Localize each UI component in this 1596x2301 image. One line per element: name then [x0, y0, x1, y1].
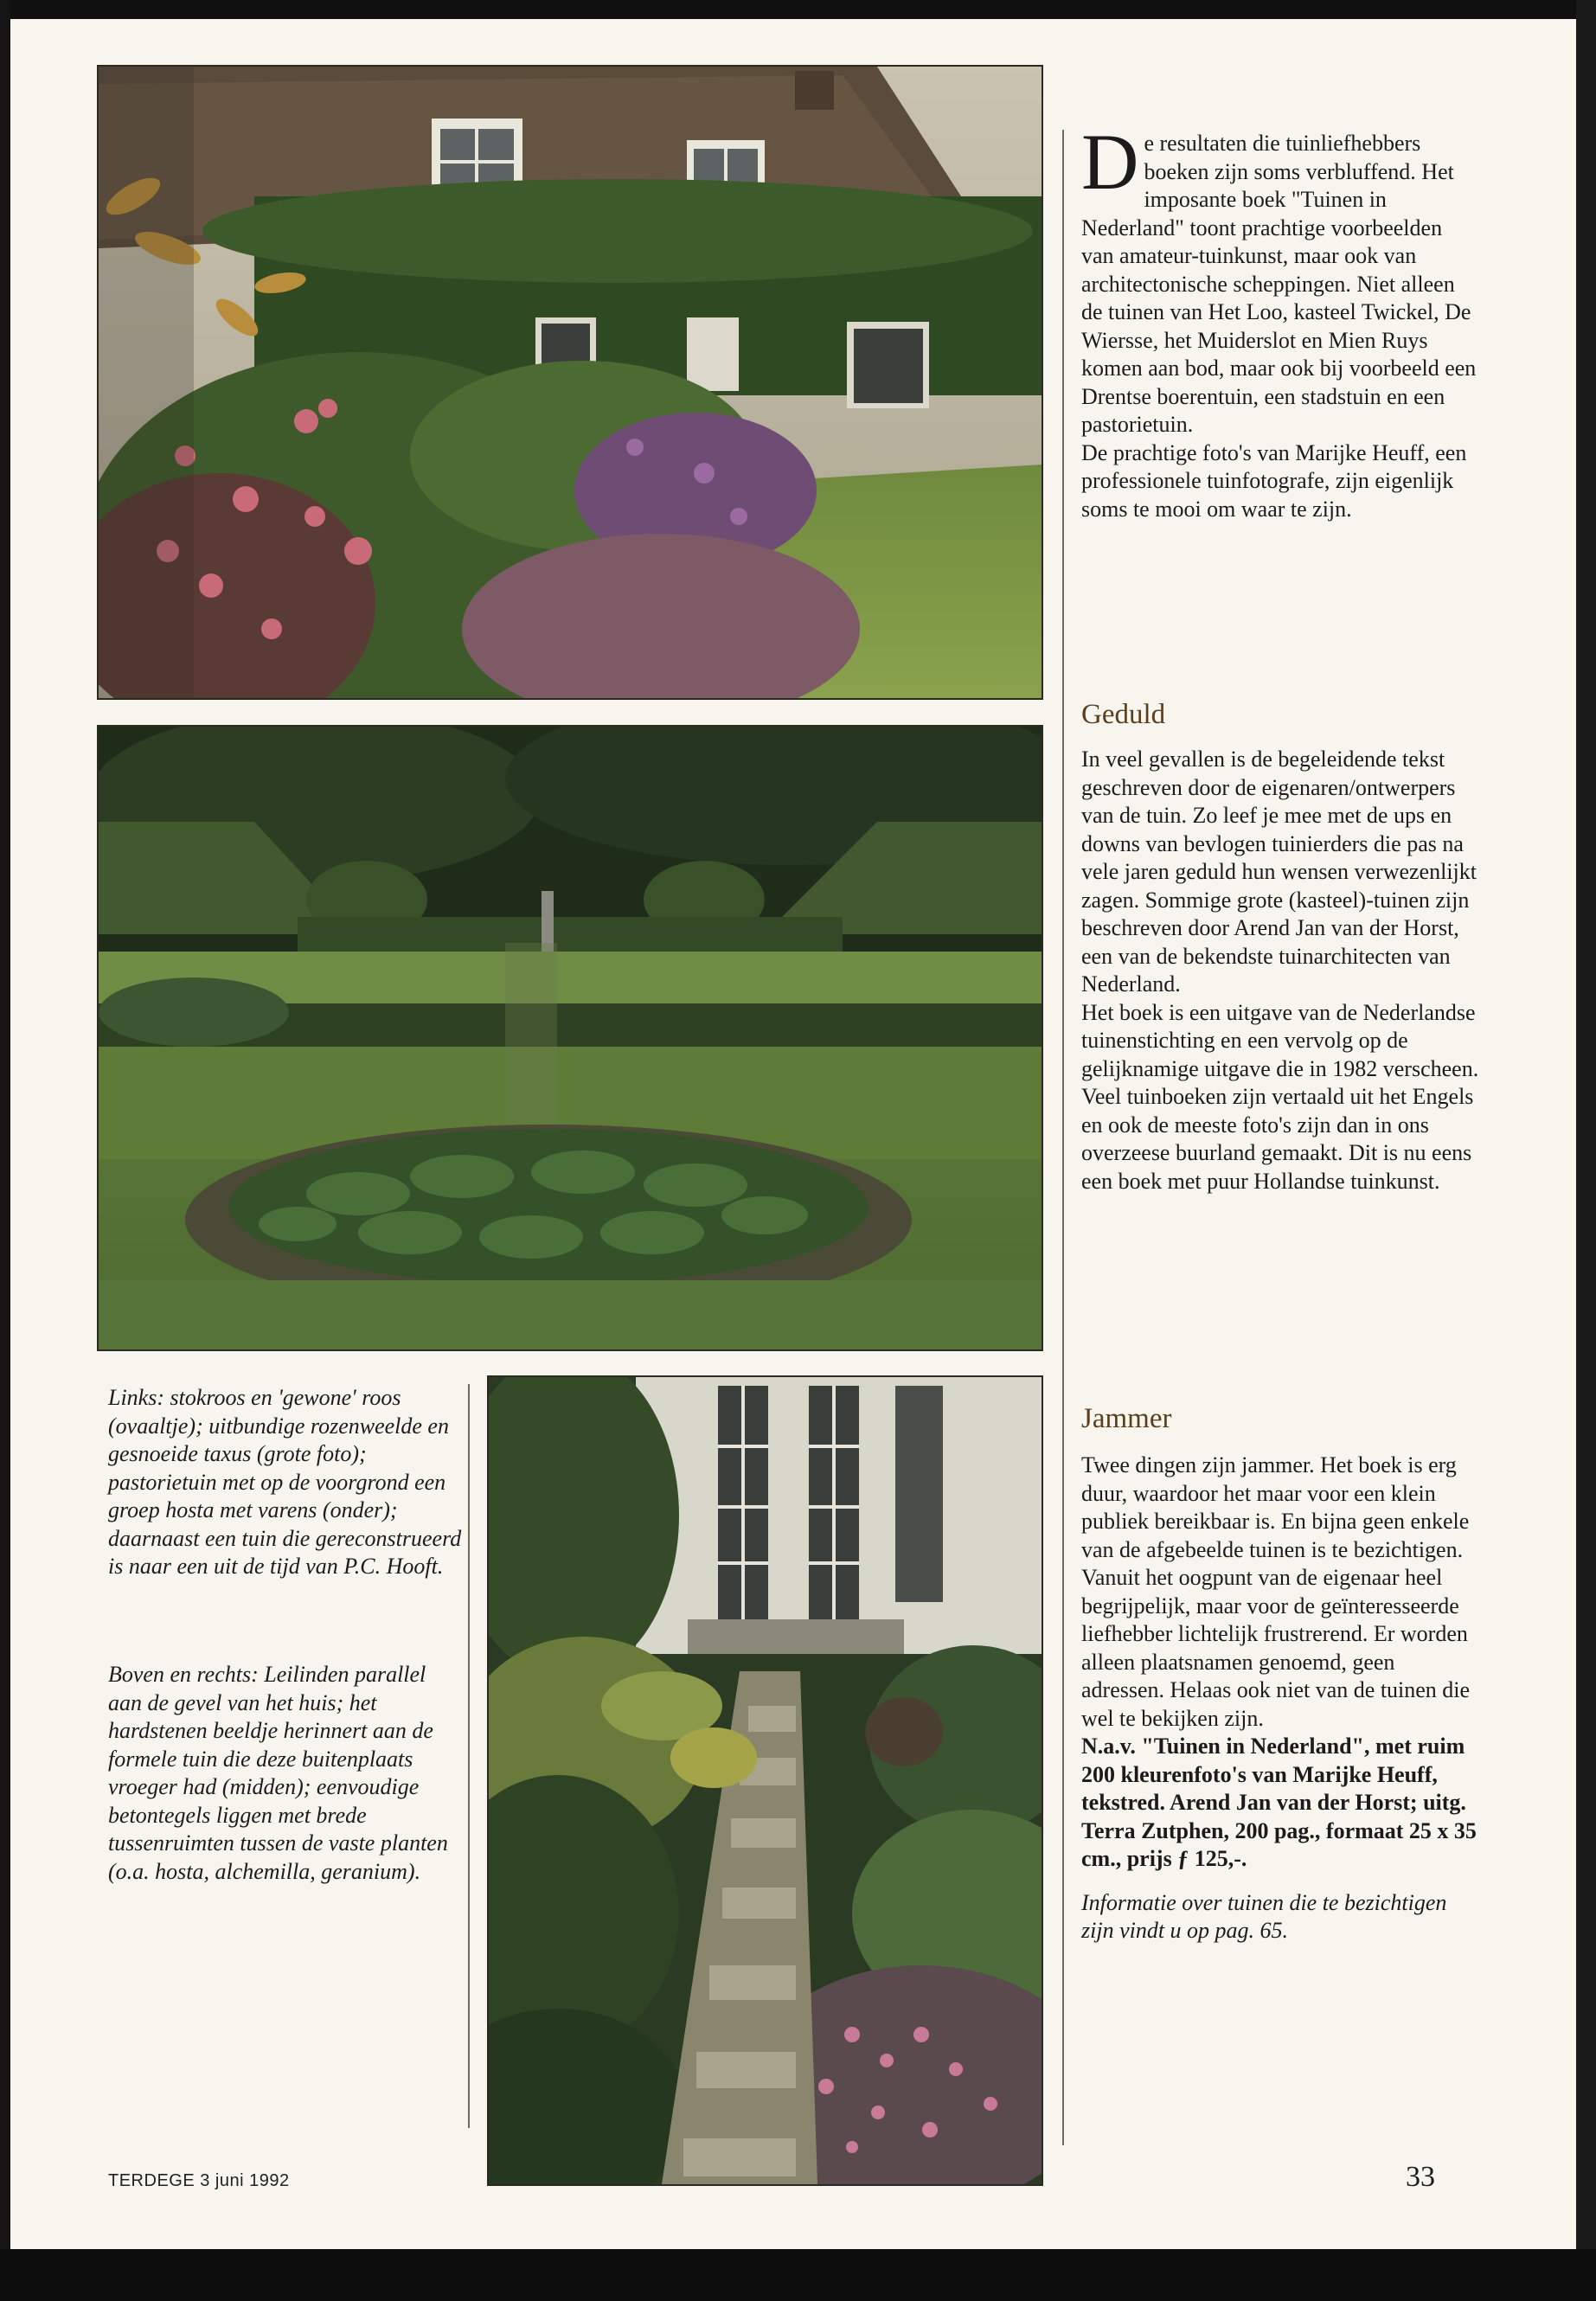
book-details: N.a.v. "Tuinen in Nederland", met ruim 200 kleurenfoto's van Marijke Heuff, tekstred. Arend Jan van der Horst; uitg. Terra Zutphen, 200 pag., formaat 25 x 35 cm., prijs ƒ 125,-. [1081, 1734, 1477, 1871]
intro-paragraph: e resultaten die tuinliefhebbers boeken zijn soms verbluffend. Het imposante boek "Tuinen in Nederland" toont prachtige voorbeelden van amateur-tuinkunst, maar ook van architectonische scheppingen. Niet alleen de tuinen van Het Loo, kasteel Twickel, De Wiersse, het Muiderslot en Mien Ruys komen aan bod, maar ook bij voorbeeld een Drentse boerentuin, een stadstuin en een pastorietuin. [1081, 131, 1477, 437]
caption-divider [468, 1384, 470, 2128]
drop-cap: D [1081, 118, 1139, 206]
heading-jammer: Jammer [1081, 1403, 1172, 1434]
geduld-paragraph-1: In veel gevallen is de begeleidende tekst geschreven door de eigenaren/ontwerpers van de tuin. Zo leef je mee met de ups en downs van bevlogen tuinierders die pas na vele jaren geduld hun wensen verwezenlijkt zagen. Sommige grote (kasteel)-tuinen zijn beschreven door Arend Jan van der Horst, een van de bekendste tuinarchitecten van Nederland. [1081, 747, 1477, 997]
geduld-text [1081, 746, 1479, 1195]
photo-cottage-garden [97, 65, 1043, 700]
caption-links: Links: stokroos en 'gewone' roos (ovaaltje); uitbundige rozenweelde en gesnoeide taxus (grote foto); pastorietuin met op de voorgrond een groep hosta met varens (onder); daarnaast een tuin die gereconstrueerd is naar een uit de tijd van P.C. Hooft. [108, 1385, 462, 1579]
photo-formal-garden [97, 725, 1043, 1351]
intro-text [1081, 118, 1479, 523]
scan-edge-right [1576, 0, 1596, 2301]
scan-edge-bottom [0, 2249, 1596, 2301]
visiting-info: Informatie over tuinen die te bezichtigen zijn vindt u op pag. 65. [1081, 1889, 1447, 1943]
photo-garden-path [487, 1375, 1043, 2186]
column-divider [1062, 130, 1064, 2145]
jammer-text [1081, 1452, 1479, 1945]
heading-geduld: Geduld [1081, 699, 1166, 730]
publication-footer: TERDEGE 3 juni 1992 [108, 2171, 290, 2190]
page-number: 33 [1406, 2161, 1435, 2193]
geduld-paragraph-2: Het boek is een uitgave van de Nederlandse tuinenstichting en een vervolg op de gelijknamige uitgave die in 1982 verscheen. Veel tuinboeken zijn vertaald uit het Engels en ook de meeste foto's zijn dan in ons overzeese buurland gemaakt. Dit is nu eens een boek met puur Hollandse tuinkunst. [1081, 999, 1479, 1194]
intro-paragraph-2: De prachtige foto's van Marijke Heuff, een professionele tuinfotografe, zijn eigenlijk soms te mooi om waar te zijn. [1081, 439, 1467, 522]
jammer-paragraph-1: Twee dingen zijn jammer. Het boek is erg duur, waardoor het maar voor een klein publiek bereikbaar is. En bijna geen enkele van de afgebeelde tuinen is te bezichtigen. Vanuit het oogpunt van de eigenaar heel begrijpelijk, maar voor de geïnteresseerde liefhebber lichtelijk frustrerend. Er worden alleen plaatsnamen genoemd, geen adressen. Helaas ook niet van de tuinen die wel te bekijken zijn. [1081, 1452, 1471, 1731]
caption-boven: Boven en rechts: Leilinden parallel aan de gevel van het huis; het hardstenen beeldje herinnert aan de formele tuin die deze buitenplaats vroeger had (midden); eenvoudige betontegels liggen met brede tussenruimten tussen de vaste planten (o.a. hosta, alchemilla, geranium). [108, 1662, 448, 1884]
